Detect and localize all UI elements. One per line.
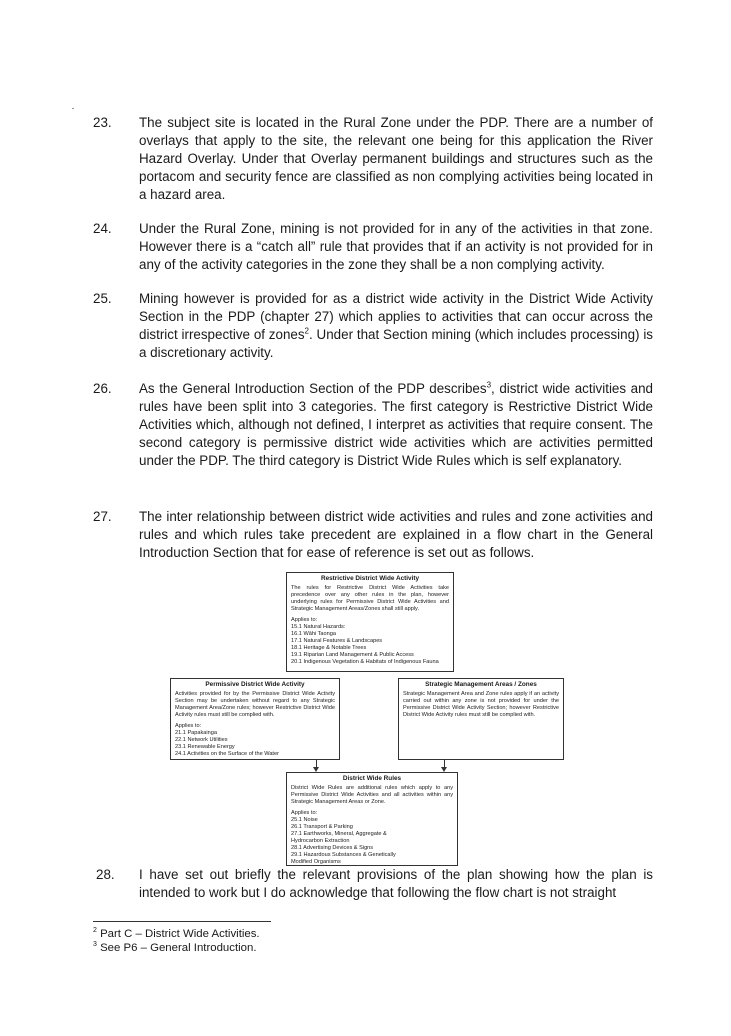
text-part: . Under that Section mining (which includes processing) is a discretionary activity. — [139, 327, 653, 360]
paragraph-text: The inter relationship between district wide activities and rules and zone activities and rules and which rules take precedent are explained in a flow chart in the General Introduction Section that for ease of reference is set out as follows. — [139, 509, 653, 560]
paragraph-number: 24. — [93, 221, 112, 236]
strategic-box — [398, 678, 564, 760]
list-item: 25.1 Noise — [291, 817, 318, 823]
text-part: As the General Introduction Section of the PDP describes — [139, 381, 487, 396]
footnote-ref-3: 3 — [486, 380, 492, 390]
list-item: 17.1 Natural Features & Landscapes — [291, 638, 383, 644]
scan-mark — [72, 108, 74, 109]
paragraph-number: 25. — [93, 291, 112, 306]
restrictive-box — [286, 572, 454, 672]
box-description: Strategic Management Area and Zone rules apply if an activity carried out within any zone is not provided for under the Permissive District Wide Activity Section; however Restrictive District Wide Activity rules must still be complied with. — [403, 691, 559, 718]
list-item: 28.1 Advertising Devices & Signs — [291, 845, 374, 851]
text-part: , district wide activities and rules have been split into 3 categories. The first category is Restrictive District Wide Activities which, although not defined, I interpret as activities that require consent. The second category is permissive district wide activities which are activities permitted under the PDP. The third category is District Wide Rules which is self explanatory. — [139, 381, 653, 468]
applies-to-label: Applies to: — [175, 723, 202, 729]
district-wide-rules-box — [286, 772, 458, 866]
footnote-ref-2: 2 — [304, 326, 309, 336]
list-item: 27.1 Earthworks, Mineral, Aggregate & — [291, 831, 387, 837]
list-item: 20.1 Indigenous Vegetation & Habitats of Indigenous Fauna — [291, 659, 439, 665]
paragraph-text: The subject site is located in the Rural Zone under the PDP. There are a number of overlays that apply to the site, the relevant one being for this application the River Hazard Overlay. Under that Overlay permanent buildings and structures such as the portacom and security fence are classified as non complying activities being located in a hazard area. — [139, 115, 653, 202]
box-description: The rules for Restrictive District Wide Activities take precedence over any other rules in the plan, however underlying rules for Permissive District Wide Activities and Strategic Management Areas/Zones shall still apply. — [291, 585, 449, 612]
list-item: 16.1 Wāhi Taonga — [291, 631, 336, 637]
footnote-text: See P6 – General Introduction. — [100, 942, 257, 954]
list-item: Modified Organisms — [291, 859, 341, 865]
footnote-number: 3 — [93, 941, 97, 949]
box-title: District Wide Rules — [342, 775, 402, 782]
applies-to-label: Applies to: — [291, 617, 318, 623]
list-item: Hydrocarbon Extraction — [291, 838, 350, 844]
list-item: 19.1 Riparian Land Management & Public Access — [291, 652, 414, 658]
list-item: 24.1 Activities on the Surface of the Water — [175, 751, 279, 757]
paragraph-number: 23. — [93, 115, 112, 130]
paragraph-number: 28. — [96, 867, 115, 882]
footnote-3 — [93, 942, 256, 955]
box-title: Permissive District Wide Activity — [205, 681, 305, 688]
list-item: 26.1 Transport & Parking — [291, 824, 353, 830]
list-item: 22.1 Network Utilities — [175, 737, 228, 743]
footnote-number: 2 — [93, 927, 97, 935]
footnote-2 — [93, 928, 260, 941]
box-description: Activities provided for by the Permissive District Wide Activity Section may be undertaken without regard to any Strategic Management Area/Zone rules; however Restrictive District Wide Activity rules must still be complied with. — [175, 691, 335, 718]
text-part: Mining however is provided for as a district wide activity in the District Wide Activity Section in the PDP (chapter 27) which applies to activities that can occur across the district irrespective of zones — [139, 291, 653, 342]
paragraph-text: I have set out briefly the relevant provisions of the plan showing how the plan is intended to work but I do acknowledge that following the flow chart is not straight — [139, 867, 653, 900]
list-item: 21.1 Papakainga — [175, 730, 217, 736]
applies-to-label: Applies to: — [291, 810, 318, 816]
list-item: 15.1 Natural Hazards: — [291, 624, 346, 630]
paragraph-text — [139, 290, 653, 362]
box-description: District Wide Rules are additional rules which apply to any Permissive District Wide Activities and all activities within any Strategic Management Areas or Zone. — [291, 785, 453, 805]
list-item: 18.1 Heritage & Notable Trees — [291, 645, 367, 651]
box-title: Restrictive District Wide Activity — [320, 575, 420, 582]
box-title: Strategic Management Areas / Zones — [425, 681, 537, 688]
paragraph-text: Under the Rural Zone, mining is not provided for in any of the activities in that zone. However there is a “catch all” rule that provides that if an activity is not provided for in any of the activity categories in the zone they shall be a non complying activity. — [139, 221, 653, 272]
list-item: 23.1 Renewable Energy — [175, 744, 235, 750]
permissive-box — [170, 678, 340, 760]
footnote-text: Part C – District Wide Activities. — [100, 928, 260, 940]
paragraph-number: 27. — [93, 509, 112, 524]
paragraph-text — [139, 380, 653, 470]
footnote-divider — [93, 921, 271, 922]
paragraph-number: 26. — [93, 381, 112, 396]
list-item: 29.1 Hazardous Substances & Genetically — [291, 852, 396, 858]
